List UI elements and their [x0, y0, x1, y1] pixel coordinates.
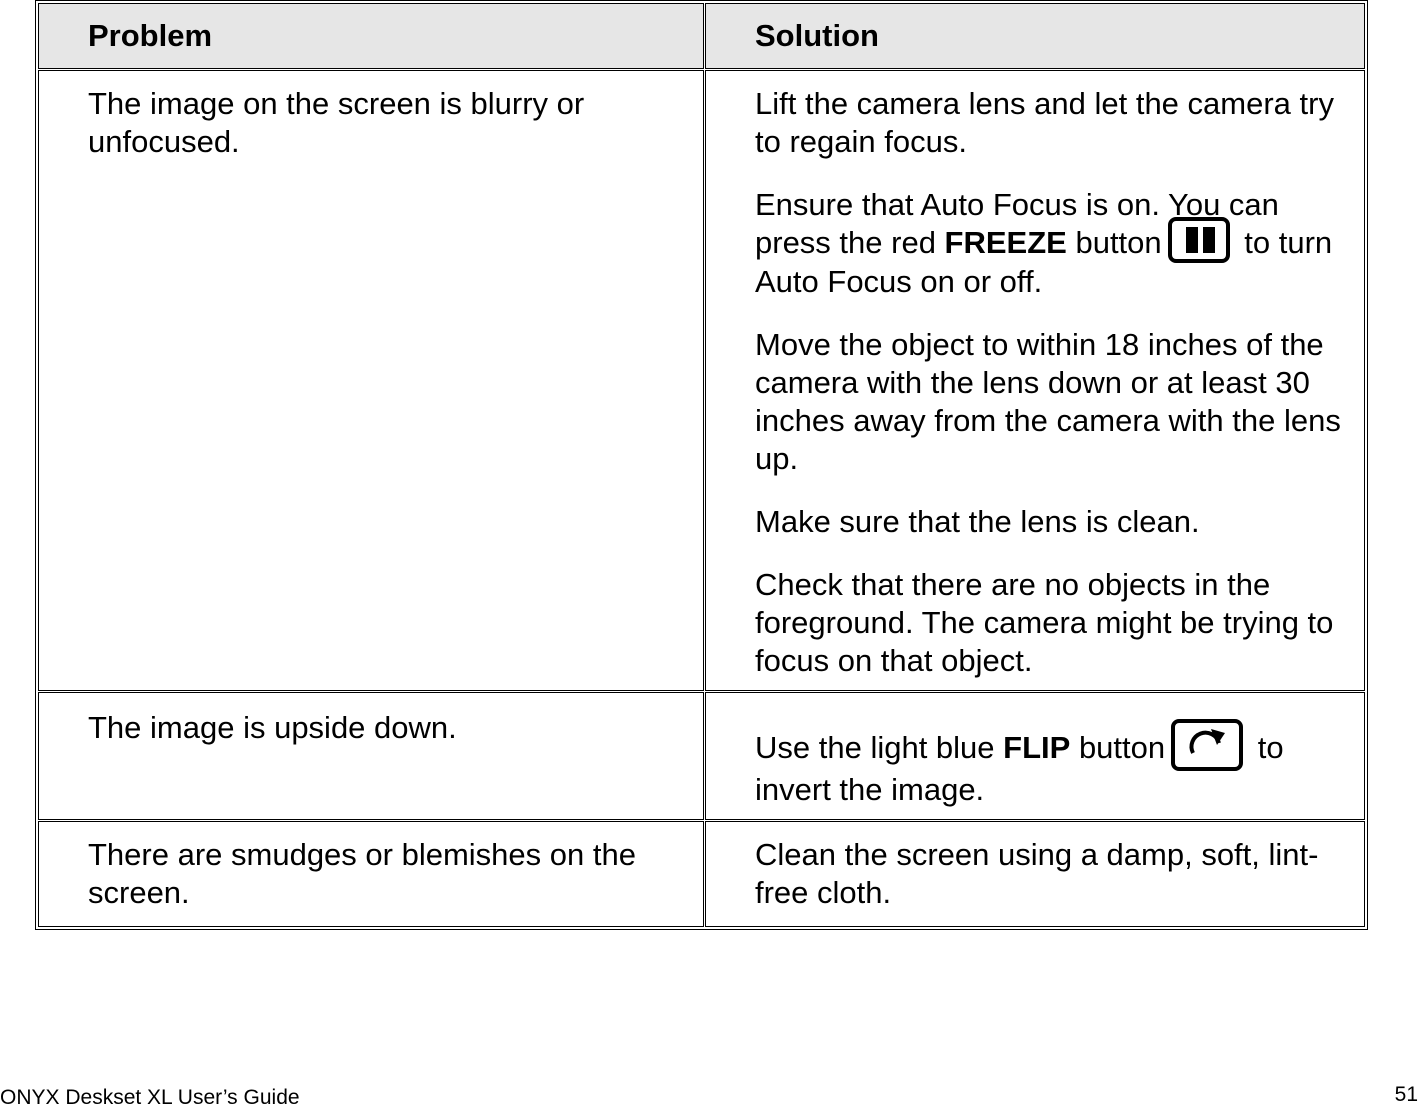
- header-solution-label: Solution: [755, 18, 879, 53]
- header-solution: [705, 3, 1365, 69]
- problem-cell: [38, 692, 704, 820]
- solution-text: Check that there are no objects in the foreground. The camera might be trying to focus on that object.: [755, 566, 1334, 678]
- flip-label: FLIP: [1003, 730, 1071, 765]
- solution-text: Make sure that the lens is clean.: [755, 503, 1200, 539]
- problem-cell: [38, 821, 704, 927]
- solution-text: [755, 729, 1358, 809]
- freeze-button-icon: [1168, 217, 1230, 263]
- problem-text: There are smudges or blemishes on the screen.: [88, 836, 636, 910]
- problem-cell: [38, 70, 704, 691]
- freeze-label: FREEZE: [944, 225, 1067, 260]
- troubleshooting-table: [35, 0, 1368, 930]
- solution-text: Clean the screen using a damp, soft, lint-free cloth.: [755, 836, 1319, 910]
- header-problem-label: Problem: [88, 18, 213, 53]
- solution-text-part: to turn Auto Focus on or off.: [755, 225, 1333, 299]
- table-row: [38, 70, 1365, 691]
- table-header-row: [38, 3, 1365, 69]
- solution-text: Move the object to within 18 inches of the camera with the lens down or at least 30 inches away from the camera with the lens up.: [755, 326, 1341, 476]
- solution-text-part: to invert the image.: [755, 730, 1284, 807]
- footer-guide-title: ONYX Deskset XL User’s Guide: [0, 1086, 300, 1109]
- problem-text: The image is upside down.: [88, 709, 457, 745]
- solution-text-part: button: [1066, 225, 1162, 260]
- solution-cell: [705, 692, 1365, 820]
- flip-button-icon: [1171, 719, 1243, 771]
- solution-text: [755, 186, 1358, 301]
- solution-text: Lift the camera lens and let the camera try to regain focus.: [755, 86, 1334, 159]
- page-number: 51: [1394, 1083, 1418, 1106]
- table-row: [38, 692, 1365, 820]
- solution-cell: [705, 70, 1365, 691]
- problem-text: The image on the screen is blurry or unfocused.: [88, 86, 585, 159]
- header-problem: [38, 3, 704, 69]
- solution-text-part: Use the light blue: [755, 730, 1004, 765]
- solution-cell: [705, 821, 1365, 927]
- troubleshooting-table-grid: [37, 2, 1366, 928]
- solution-text-part: button: [1070, 730, 1166, 765]
- solution-text-part: Ensure that Auto Focus is on. You can press the red: [755, 187, 1279, 260]
- table-row: [38, 821, 1365, 927]
